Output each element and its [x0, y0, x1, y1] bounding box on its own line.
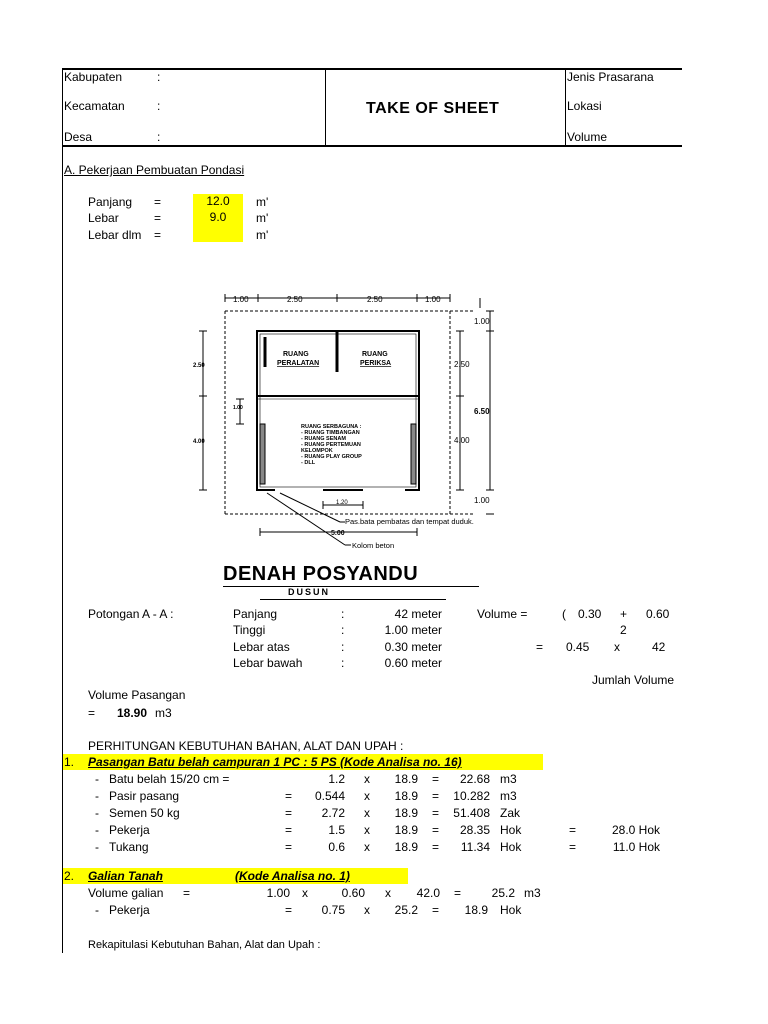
plan-dim-right-5: 1.00 — [474, 496, 490, 505]
plan-dim-top-1: 1.00 — [233, 295, 249, 304]
item2-pek-x: x — [364, 903, 370, 917]
item1-row-4-eq2: = — [432, 823, 440, 837]
item2-pek-label: Pekerja — [109, 903, 150, 917]
item2-eq: = — [183, 886, 191, 900]
item1-row-3-res: 51.408 — [453, 806, 490, 820]
plan-note-column: Kolom beton — [352, 541, 395, 550]
item1-row-5-total: 11.0 Hok — [612, 840, 660, 854]
floor-plan-drawing — [185, 288, 515, 558]
item1-row-1-eq2: = — [432, 772, 440, 786]
item1-row-1-vol: 18.9 — [394, 772, 418, 786]
item1-row-3-coef: 2.72 — [321, 806, 345, 820]
lebar-eq: = — [154, 211, 162, 225]
hall-line-1: RUANG SERBAGUNA : — [301, 424, 362, 430]
volume-pasangan-label: Volume Pasangan — [88, 688, 186, 702]
item1-row-3-x: x — [364, 806, 370, 820]
lebar-dlm-eq: = — [154, 228, 162, 242]
potongan-tinggi-colon: : — [341, 623, 345, 637]
potongan-lebar-atas-value: 0.30 meter — [384, 640, 442, 654]
plan-door-dim: 1.20 — [336, 500, 348, 506]
item1-row-5-coef: 0.6 — [328, 840, 345, 854]
panjang-label: Panjang — [88, 195, 133, 209]
room2-line2: PERIKSA — [360, 360, 392, 367]
panjang-value: 12.0 — [193, 194, 243, 210]
plan-bottom-dim: 5.00 — [331, 530, 345, 537]
item2-pek-res: 18.9 — [464, 903, 488, 917]
volume-pasangan-unit: m3 — [155, 706, 172, 720]
desa-label: Desa — [64, 130, 93, 144]
item1-row-4-total: 28.0 Hok — [611, 823, 660, 837]
item1-row-5-x: x — [364, 840, 370, 854]
item1-row-5-label: Tukang — [109, 840, 149, 854]
kecamatan-colon: : — [157, 99, 161, 113]
item1-row-4-label: Pekerja — [109, 823, 150, 837]
item1-row-4-vol: 18.9 — [394, 823, 418, 837]
potongan-lebar-bawah-colon: : — [341, 656, 345, 670]
plan-dim-right-2: 2.50 — [454, 360, 470, 369]
item2-res: 25.2 — [491, 886, 515, 900]
item1-row-1-x: x — [364, 772, 370, 786]
item1-row-3-label: Semen 50 kg — [109, 806, 180, 820]
potongan-lebar-atas-colon: : — [341, 640, 345, 654]
header-divider-2 — [565, 68, 566, 146]
item1-row-5-unit: Hok — [500, 840, 522, 854]
kabupaten-colon: : — [157, 70, 161, 84]
item1-row-4-x: x — [364, 823, 370, 837]
lebar-dlm-label: Lebar dlm — [88, 228, 142, 242]
item2-title: Galian Tanah — [88, 869, 163, 883]
item1-row-2-unit: m3 — [500, 789, 517, 803]
plan-dim-left-1: 2.50 — [193, 363, 205, 369]
header-left-border — [62, 68, 63, 953]
hall-line-6: - RUANG PLAY GROUP — [301, 454, 362, 460]
item2-b: 0.60 — [341, 886, 365, 900]
hall-line-2: - RUANG TIMBANGAN — [301, 430, 360, 436]
item1-row-4-eq: = — [285, 823, 293, 837]
item1-row-3-eq: = — [285, 806, 293, 820]
item2-no: 2. — [64, 869, 75, 883]
item1-row-2-x: x — [364, 789, 370, 803]
item1-no: 1. — [64, 755, 75, 769]
potongan-plus: + — [620, 607, 628, 621]
item1-row-4-dash: - — [95, 823, 99, 837]
potongan-div: 2 — [620, 623, 627, 637]
volume-pasangan-eq: = — [88, 706, 96, 720]
desa-colon: : — [157, 130, 161, 144]
room2-line1: RUANG — [362, 351, 388, 358]
panjang-eq: = — [154, 195, 162, 209]
item1-row-5-eq: = — [285, 840, 293, 854]
item1-row-1-label: Batu belah 15/20 cm = — [109, 772, 230, 786]
lebar-unit: m' — [256, 211, 269, 225]
volume-label: Volume — [567, 130, 608, 144]
hall-line-4: - RUANG PERTEMUAN — [301, 442, 361, 448]
lebar-dlm-value — [193, 226, 243, 242]
hall-line-5: KELOMPOK — [301, 448, 333, 454]
item1-row-4-unit: Hok — [500, 823, 522, 837]
lebar-label: Lebar — [88, 211, 119, 225]
potongan-tinggi-value: 1.00 meter — [384, 623, 442, 637]
header-divider-1 — [325, 68, 326, 146]
plan-dim-top-3: 2.50 — [367, 295, 383, 304]
plan-dim-top-4: 1.00 — [425, 295, 441, 304]
rekap-label: Rekapitulasi Kebutuhan Bahan, Alat dan Upah : — [88, 939, 321, 951]
item1-row-1-coef: 1.2 — [328, 772, 345, 786]
plan-dim-right-1: 1.00 — [474, 317, 490, 326]
volume-pasangan-value: 18.90 — [117, 706, 148, 720]
item2-c: 42.0 — [416, 886, 440, 900]
item2-pek-eq: = — [285, 903, 293, 917]
potongan-lebar-atas-label: Lebar atas — [233, 640, 290, 654]
item1-row-5-eq3: = — [569, 840, 577, 854]
plan-dim-right-4: 4.00 — [454, 436, 470, 445]
item1-row-5-res: 11.34 — [460, 840, 490, 854]
room1-line2: PERALATAN — [277, 360, 320, 367]
potongan-label: Potongan A - A : — [88, 607, 174, 621]
potongan-tinggi-label: Tinggi — [233, 623, 266, 637]
header-bottom-border — [62, 145, 682, 147]
potongan-x: x — [614, 640, 620, 654]
kabupaten-label: Kabupaten — [64, 70, 123, 84]
item1-row-2-label: Pasir pasang — [109, 789, 180, 803]
plan-subtitle-underline — [260, 599, 446, 600]
plan-bench-right — [411, 424, 416, 484]
plan-title: DENAH POSYANDU — [223, 563, 419, 585]
item2-code: (Kode Analisa no. 1) — [235, 869, 350, 883]
potongan-eq: = — [536, 640, 544, 654]
item2-x1: x — [302, 886, 308, 900]
jenis-prasarana-label: Jenis Prasarana — [567, 70, 654, 84]
item1-row-5-vol: 18.9 — [394, 840, 418, 854]
potongan-v4: 42 — [652, 640, 666, 654]
plan-note-bench: Pas.bata pembatas dan tempat duduk. — [345, 517, 474, 526]
potongan-lebar-bawah-label: Lebar bawah — [233, 656, 303, 670]
potongan-v1: 0.30 — [578, 607, 602, 621]
item2-pek-coef: 0.75 — [321, 903, 345, 917]
potongan-paren: ( — [562, 607, 566, 621]
item1-row-1-res: 22.68 — [459, 772, 490, 786]
potongan-lebar-bawah-value: 0.60 meter — [384, 656, 442, 670]
item2-unit: m3 — [524, 886, 541, 900]
perhitungan-title: PERHITUNGAN KEBUTUHAN BAHAN, ALAT DAN UPAH : — [88, 739, 404, 753]
kecamatan-label: Kecamatan — [64, 99, 125, 113]
plan-bench-left — [260, 424, 265, 484]
plan-subtitle: DUSUN — [288, 587, 331, 597]
item2-x2: x — [385, 886, 391, 900]
sheet-title: TAKE OF SHEET — [366, 100, 500, 117]
section-a-title: A. Pekerjaan Pembuatan Pondasi — [64, 163, 245, 177]
item1-row-3-unit: Zak — [500, 806, 521, 820]
hall-line-3: - RUANG SENAM — [301, 436, 346, 442]
potongan-volume-label: Volume = — [477, 607, 528, 621]
item1-row-4-coef: 1.5 — [328, 823, 345, 837]
room1-line1: RUANG — [283, 351, 309, 358]
jumlah-volume-label: Jumlah Volume — [592, 673, 675, 687]
item1-row-5-eq2: = — [432, 840, 440, 854]
potongan-panjang-value: 42 meter — [394, 607, 442, 621]
item1-row-2-eq2: = — [432, 789, 440, 803]
item1-row-2-res: 10.282 — [453, 789, 490, 803]
item1-row-4-eq3: = — [569, 823, 577, 837]
item2-pek-eq2: = — [432, 903, 440, 917]
item1-row-3-eq2: = — [432, 806, 440, 820]
item2-vol-label: Volume galian — [88, 886, 164, 900]
lokasi-label: Lokasi — [567, 99, 602, 113]
item2-pek-vol: 25.2 — [394, 903, 418, 917]
item1-row-4-res: 28.35 — [459, 823, 490, 837]
item1-row-5-dash: - — [95, 840, 99, 854]
item1-row-2-dash: - — [95, 789, 99, 803]
item1-row-3-dash: - — [95, 806, 99, 820]
plan-title-underline — [223, 586, 479, 587]
plan-dim-left-3: 4.00 — [193, 439, 205, 445]
potongan-panjang-colon: : — [341, 607, 345, 621]
potongan-v2: 0.60 — [646, 607, 670, 621]
plan-dim-right-3: 6.50 — [474, 407, 490, 416]
item2-a: 1.00 — [266, 886, 290, 900]
item1-row-2-eq: = — [285, 789, 293, 803]
lebar-value: 9.0 — [193, 210, 243, 226]
hall-line-7: - DLL — [301, 460, 316, 466]
item2-eq2: = — [454, 886, 462, 900]
item1-row-3-vol: 18.9 — [394, 806, 418, 820]
plan-dim-top-2: 2.50 — [287, 295, 303, 304]
panjang-unit: m' — [256, 195, 269, 209]
item2-pek-dash: - — [95, 903, 99, 917]
lebar-dlm-unit: m' — [256, 228, 269, 242]
potongan-v3: 0.45 — [566, 640, 590, 654]
item1-row-1-unit: m3 — [500, 772, 517, 786]
item1-title: Pasangan Batu belah campuran 1 PC : 5 PS (Kode Analisa no. 16) — [88, 755, 462, 769]
potongan-panjang-label: Panjang — [233, 607, 278, 621]
item2-pek-unit: Hok — [500, 903, 522, 917]
item1-row-1-dash: - — [95, 772, 99, 786]
item1-row-2-vol: 18.9 — [394, 789, 418, 803]
item1-row-2-coef: 0.544 — [314, 789, 345, 803]
plan-dim-left-2: 1.00 — [233, 405, 243, 411]
